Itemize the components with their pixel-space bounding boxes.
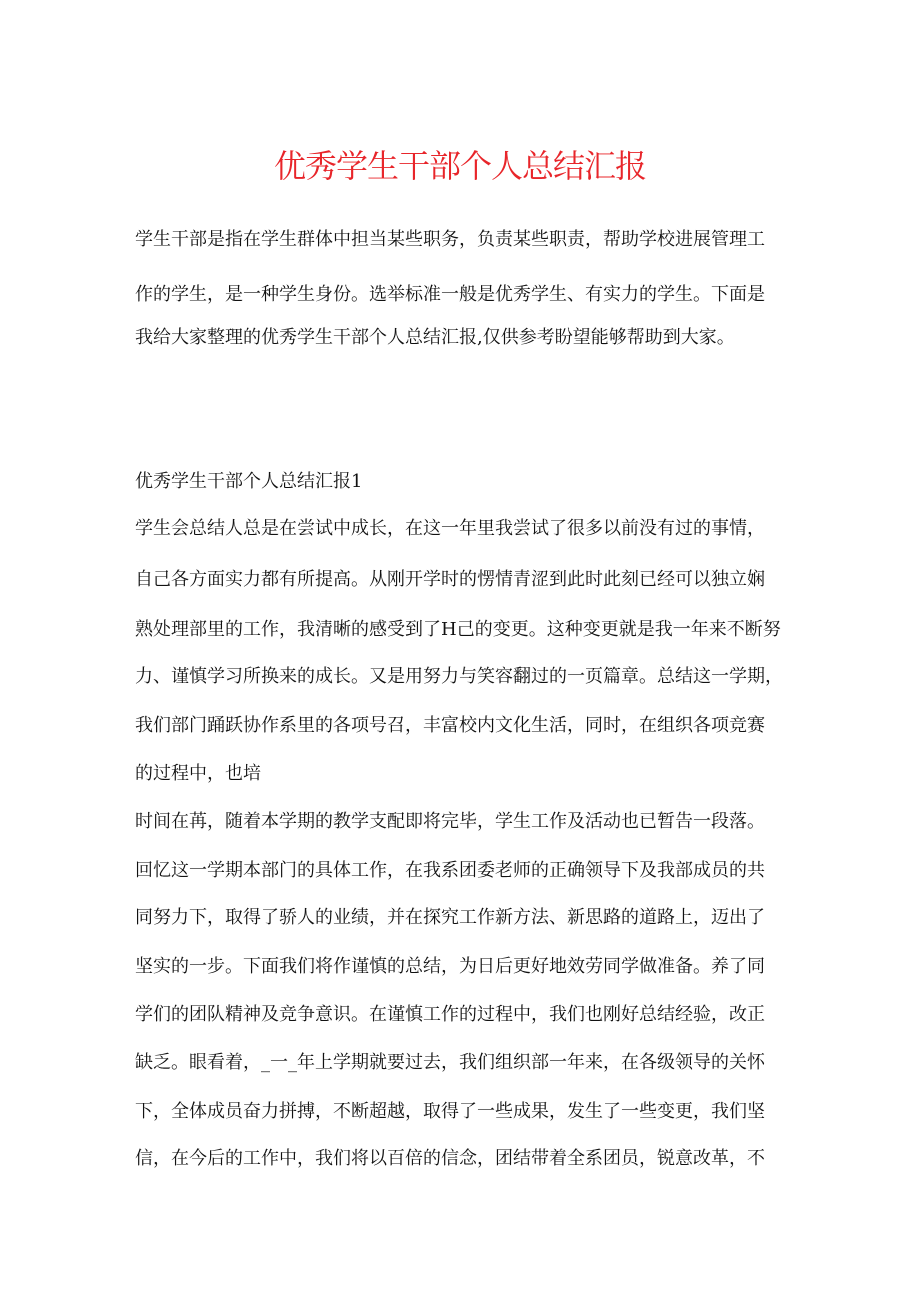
body-line: 力、谨慎学习所换来的成长。又是用努力与笑容翻过的一页篇章。总结这一学期， xyxy=(135,666,783,687)
body-line: 的过程中，也培 xyxy=(135,763,261,784)
intro-line: 学生干部是指在学生群体中担当某些职务，负责某些职责，帮助学校进展管理工 xyxy=(135,229,765,250)
body-line: 坚实的一步。下面我们将作谨慎的总结，为日后更好地效劳同学做准备。养了同 xyxy=(135,956,765,977)
body-line: 我们部门踊跃协作系里的各项号召，丰富校内文化生活，同时，在组织各项竞赛 xyxy=(135,715,765,736)
section-heading: 优秀学生干部个人总结汇报1 xyxy=(135,471,363,492)
body-line: 缺乏。眼看着，_一_年上学期就要过去，我们组织部一年来，在各级领导的关怀 xyxy=(135,1052,765,1073)
body-line: 下，全体成员奋力拼搏，不断超越，取得了一些成果，发生了一些变更，我们坚 xyxy=(135,1101,765,1122)
body-line: 学们的团队精神及竞争意识。在谨慎工作的过程中，我们也刚好总结经验，改正 xyxy=(135,1004,765,1025)
intro-line: 我给大家整理的优秀学生干部个人总结汇报,仅供参考盼望能够帮助到大家。 xyxy=(135,327,735,348)
body-line: 时间在苒，随着本学期的教学支配即将完毕，学生工作及活动也已暂告一段落。 xyxy=(135,811,765,832)
body-line: 学生会总结人总是在尝试中成长，在这一年里我尝试了很多以前没有过的事情， xyxy=(135,518,765,539)
body-line: 自己各方面实力都有所提高。从刚开学时的愣情青涩到此时此刻已经可以独立娴 xyxy=(135,569,765,590)
body-line: 信，在今后的工作中，我们将以百倍的信念，团结带着全系团员，锐意改革，不 xyxy=(135,1148,765,1169)
body-line: 熟处理部里的工作，我清晰的感受到了H己的变更。这种变更就是我一年来不断努 xyxy=(135,619,781,640)
body-line: 回忆这一学期本部门的具体工作，在我系团委老师的正确领导下及我部成员的共 xyxy=(135,860,765,881)
intro-line: 作的学生，是一种学生身份。选举标准一般是优秀学生、有实力的学生。下面是 xyxy=(135,284,765,305)
body-line: 同努力下，取得了骄人的业绩，并在探究工作新方法、新思路的道路上，迈出了 xyxy=(135,907,765,928)
document-title: 优秀学生干部个人总结汇报 xyxy=(273,147,646,185)
